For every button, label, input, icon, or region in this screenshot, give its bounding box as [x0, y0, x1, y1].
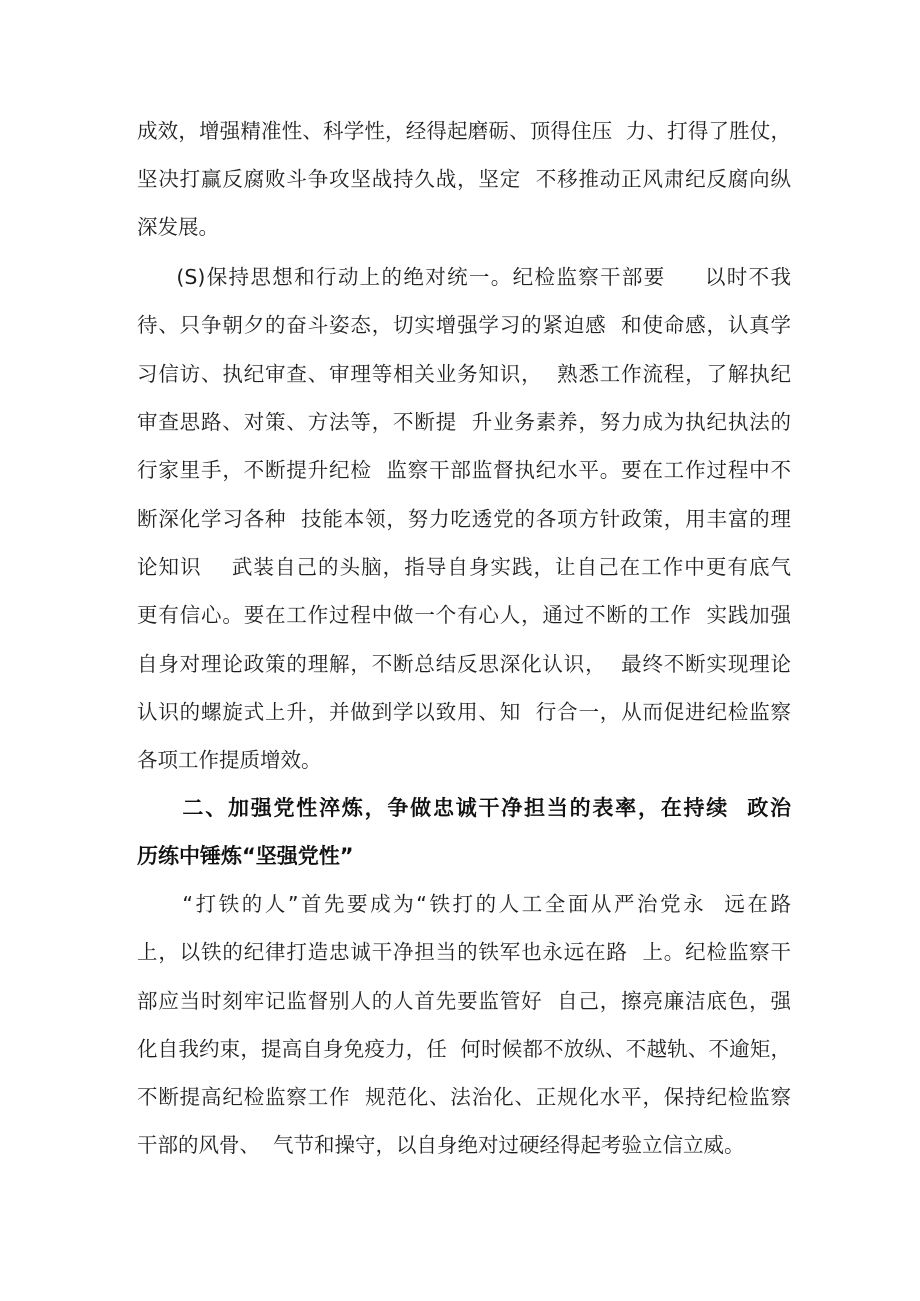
text-line: 论知识 武装自己的头脑，指导自身实践，让自己在工作中更有底气: [137, 555, 791, 579]
text-line: 上，以铁的纪律打造忠诚干净担当的铁军也永远在路 上。纪检监察干: [137, 940, 791, 964]
text-line: 待、只争朝夕的奋斗姿态，切实增强学习的紧迫感 和使命感，认真学: [137, 313, 791, 337]
text-line: 行家里手，不断提升纪检 监察干部监督执纪水平。要在工作过程中不: [137, 458, 791, 482]
text-line: 不断提高纪检监察工作 规范化、法治化、正规化水平，保持纪检监察: [137, 1085, 791, 1109]
text-line: 认识的螺旋式上升，并做到学以致用、知 行合一，从而促进纪检监察: [137, 700, 791, 724]
text-line: “打铁的人”首先要成为“铁打的人工全面从严治党永 远在路: [137, 892, 791, 916]
text-line: 更有信心。要在工作过程中做一个有心人，通过不断的工作 实践加强: [137, 603, 791, 627]
text-line: 坚决打赢反腐败斗争攻坚战持久战，坚定 不移推动正风肃纪反腐向纵: [137, 167, 791, 191]
text-line: 习信访、执纪审查、审理等相关业务知识， 熟悉工作流程，了解执纪: [137, 362, 791, 386]
text-line: 自身对理论政策的理解，不断总结反思深化认识， 最终不断实现理论: [137, 652, 791, 676]
text-line: (S)保持思想和行动上的绝对统一。纪检监察干部要 以时不我: [137, 265, 791, 289]
text-line: 部应当时刻牢记监督别人的人首先要监管好 自己，擦亮廉洁底色，强: [137, 989, 791, 1013]
text-line: 干部的风骨、 气节和操守，以自身绝对过硬经得起考验立信立威。: [137, 1133, 745, 1157]
section-heading: 历练中锤炼“坚强党性”: [137, 844, 354, 868]
text-line: 深发展。: [137, 215, 219, 239]
text-line: 审查思路、对策、方法等，不断提 升业务素养，努力成为执纪执法的: [137, 410, 791, 434]
text-line: 各项工作提质增效。: [137, 748, 322, 772]
text-line: 化自我约束，提高自身免疫力，任 何时候都不放纵、不越轨、不逾矩，: [137, 1037, 791, 1061]
text-line: 断深化学习各种 技能本领，努力吃透党的各项方针政策，用丰富的理: [137, 507, 791, 531]
text-line: 成效，增强精准性、科学性，经得起磨砺、顶得住压 力、打得了胜仗，: [137, 119, 791, 143]
section-heading: 二、加强党性淬炼，争做忠诚干净担当的表率，在持续 政治: [137, 796, 791, 820]
